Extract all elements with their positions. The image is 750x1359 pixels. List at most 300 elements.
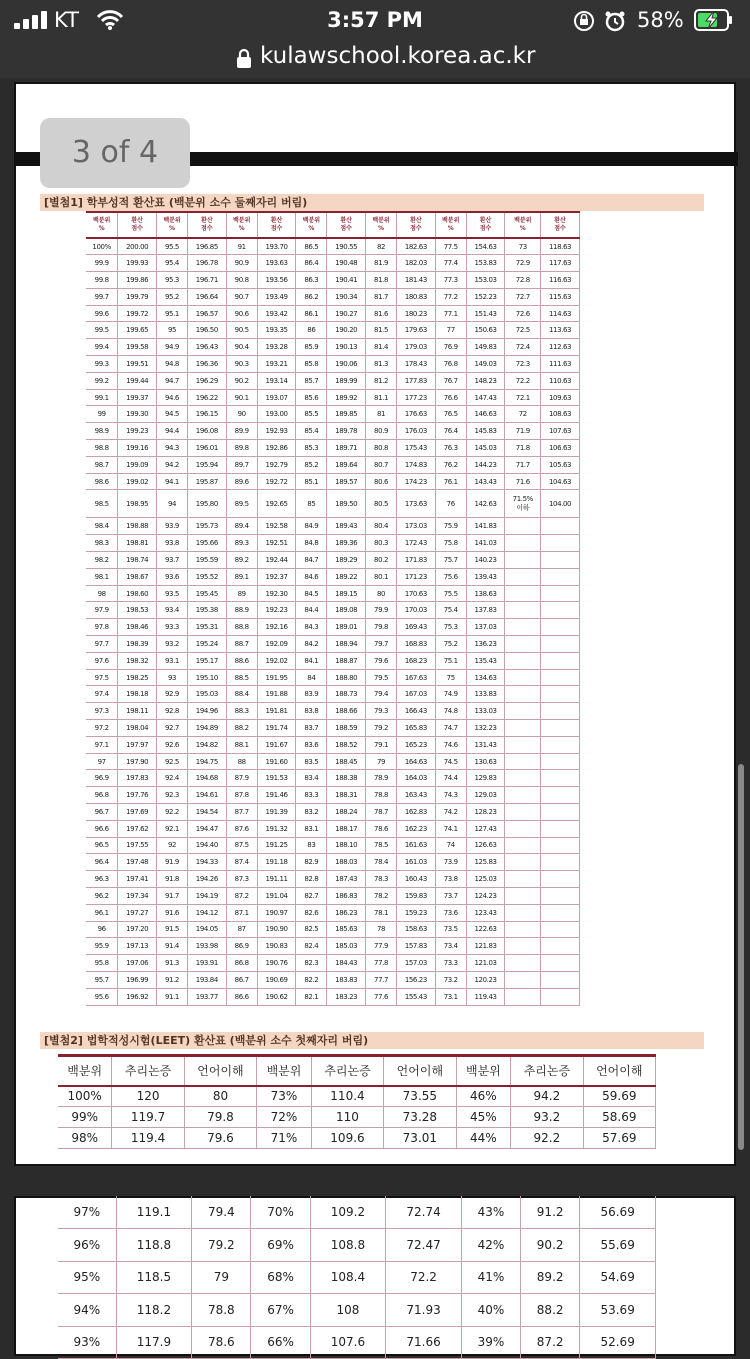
- status-bar: [0, 0, 750, 40]
- table-cell: 185.63: [327, 921, 366, 938]
- table-cell: 93.2: [511, 1107, 583, 1128]
- table-cell: 92.1: [157, 820, 188, 837]
- table-cell: 55.69: [580, 1229, 656, 1262]
- table-cell: 79.8: [184, 1107, 256, 1128]
- table-cell: 97.4: [86, 686, 118, 703]
- table-cell: 96.3: [86, 871, 118, 888]
- table-header-cell: 백분위 %: [157, 212, 188, 238]
- table-cell: 192.37: [257, 568, 296, 585]
- table-cell: 199.86: [118, 272, 157, 289]
- table-cell: 196.64: [187, 288, 226, 305]
- table-cell: 72.2: [386, 1261, 462, 1294]
- table-cell: 199.58: [118, 339, 157, 356]
- table-cell: 89.2: [226, 552, 257, 569]
- table-cell: 145.03: [466, 440, 505, 457]
- table-header-cell: 언어이해: [384, 1056, 456, 1086]
- table-cell: 90.9: [226, 255, 257, 272]
- table-cell: 129.03: [466, 787, 505, 804]
- table-cell: 195.38: [187, 602, 226, 619]
- table-row: [86, 356, 580, 373]
- table-cell: 163.43: [396, 787, 435, 804]
- table-cell: 107.6: [310, 1326, 386, 1359]
- table-cell: 98.2: [86, 552, 118, 569]
- table-cell: [541, 804, 580, 821]
- address-bar[interactable]: [0, 40, 750, 78]
- table-cell: 188.31: [327, 787, 366, 804]
- scrollbar[interactable]: [738, 764, 744, 1150]
- table-cell: [505, 535, 541, 552]
- table-cell: 193.56: [257, 272, 296, 289]
- table-cell: 80.6: [366, 473, 397, 490]
- table-row: [86, 955, 580, 972]
- table-cell: 189.01: [327, 619, 366, 636]
- table-cell: 84.4: [296, 602, 327, 619]
- table-cell: 41%: [461, 1261, 520, 1294]
- table-cell: 192.72: [257, 473, 296, 490]
- url-text[interactable]: kulawschool.korea.ac.kr: [260, 43, 536, 69]
- table-cell: 189.99: [327, 372, 366, 389]
- table-header-cell: 백분위 %: [226, 212, 257, 238]
- table-cell: [541, 787, 580, 804]
- table-cell: [505, 955, 541, 972]
- table-cell: 98%: [58, 1128, 112, 1149]
- table-cell: 72%: [257, 1107, 312, 1128]
- table-cell: 188.17: [327, 820, 366, 837]
- table-cell: 196.43: [187, 339, 226, 356]
- table-cell: 198.25: [118, 669, 157, 686]
- table-cell: [505, 770, 541, 787]
- table-cell: 197.69: [118, 804, 157, 821]
- table-cell: 73%: [257, 1086, 312, 1107]
- table-cell: 81.9: [366, 255, 397, 272]
- table-cell: 89.2: [521, 1261, 580, 1294]
- table-cell: 188.87: [327, 652, 366, 669]
- table-cell: 191.53: [257, 770, 296, 787]
- table-cell: 170.03: [396, 602, 435, 619]
- table-cell: 88.8: [226, 619, 257, 636]
- table-cell: 74.8: [435, 703, 466, 720]
- table3: [58, 1196, 656, 1359]
- table-row: [86, 322, 580, 339]
- table-cell: [541, 955, 580, 972]
- table-cell: 186.23: [327, 904, 366, 921]
- table-cell: [541, 820, 580, 837]
- table-cell: 96.2: [86, 887, 118, 904]
- table-cell: 79.4: [366, 686, 397, 703]
- table-row: [86, 669, 580, 686]
- table-cell: 82.7: [296, 887, 327, 904]
- table-header-cell: 환산 점수: [257, 212, 296, 238]
- table-row: [86, 837, 580, 854]
- table-cell: 74.3: [435, 787, 466, 804]
- table-cell: 135.43: [466, 652, 505, 669]
- table-cell: 169.43: [396, 619, 435, 636]
- table-cell: 88.1: [226, 736, 257, 753]
- table-cell: 84.7: [296, 552, 327, 569]
- table-cell: 195.80: [187, 490, 226, 518]
- table-header-cell: 환산 점수: [187, 212, 226, 238]
- table-cell: 90.2: [521, 1229, 580, 1262]
- table-cell: 180.83: [396, 288, 435, 305]
- table-row: [86, 619, 580, 636]
- table-cell: 194.54: [187, 804, 226, 821]
- table-cell: 72.9: [505, 255, 541, 272]
- table-header-cell: 환산 점수: [327, 212, 366, 238]
- table-cell: 94.2: [511, 1086, 583, 1107]
- table-cell: 71%: [257, 1128, 312, 1149]
- table-cell: 85.2: [296, 456, 327, 473]
- table-cell: 94.7: [157, 372, 188, 389]
- table-header-cell: 백분위 %: [505, 212, 541, 238]
- table-cell: 194.26: [187, 871, 226, 888]
- table-cell: 76.5: [435, 406, 466, 423]
- table-cell: [541, 602, 580, 619]
- table-cell: 91.1: [157, 988, 188, 1005]
- table-cell: [541, 619, 580, 636]
- table-cell: 88.4: [226, 686, 257, 703]
- table2-title: [별첨2] 법학적성시험(LEET) 환산표 (백분위 소수 첫째자리 버림): [40, 1032, 704, 1049]
- table-cell: 159.23: [396, 904, 435, 921]
- orientation-lock-icon: [573, 10, 595, 32]
- table-cell: 189.57: [327, 473, 366, 490]
- table-row: [86, 652, 580, 669]
- table-row: [86, 988, 580, 1005]
- table-cell: 95.3: [157, 272, 188, 289]
- table-cell: 193.77: [187, 988, 226, 1005]
- table-cell: 98.9: [86, 423, 118, 440]
- table-cell: [505, 619, 541, 636]
- table-cell: 187.43: [327, 871, 366, 888]
- table-cell: 96.1: [86, 904, 118, 921]
- table-cell: 82.6: [296, 904, 327, 921]
- table-cell: 159.83: [396, 887, 435, 904]
- table-cell: 73.7: [435, 887, 466, 904]
- table-row: [86, 804, 580, 821]
- table-cell: 193.98: [187, 938, 226, 955]
- table-cell: 188.59: [327, 720, 366, 737]
- table-cell: 98.5: [86, 490, 118, 518]
- table-cell: 193.84: [187, 971, 226, 988]
- table-cell: 148.23: [466, 372, 505, 389]
- table-cell: 93: [157, 669, 188, 686]
- table-cell: 53.69: [580, 1294, 656, 1327]
- table-cell: 196.71: [187, 272, 226, 289]
- table-cell: 78.6: [192, 1326, 251, 1359]
- table-cell: 183.83: [327, 971, 366, 988]
- table-row: [86, 770, 580, 787]
- table-cell: 115.63: [541, 288, 580, 305]
- table-cell: 119.43: [466, 988, 505, 1005]
- table-cell: 123.43: [466, 904, 505, 921]
- table-cell: 161.03: [396, 854, 435, 871]
- table-cell: 188.38: [327, 770, 366, 787]
- table-cell: 128.23: [466, 804, 505, 821]
- table-cell: 108.8: [310, 1229, 386, 1262]
- table-cell: 161.63: [396, 837, 435, 854]
- table-cell: 196.36: [187, 356, 226, 373]
- table-cell: 91.8: [157, 871, 188, 888]
- table-header-cell: 백분위: [58, 1056, 112, 1086]
- table-cell: 127.43: [466, 820, 505, 837]
- table-cell: 98.7: [86, 456, 118, 473]
- table-cell: 89: [226, 585, 257, 602]
- table-cell: 199.93: [118, 255, 157, 272]
- table-cell: [541, 887, 580, 904]
- table-cell: 78: [366, 921, 397, 938]
- table-cell: 193.00: [257, 406, 296, 423]
- table-cell: 190.27: [327, 305, 366, 322]
- table-cell: 77.6: [366, 988, 397, 1005]
- table-cell: 91.3: [157, 955, 188, 972]
- table-row: [86, 389, 580, 406]
- table-cell: 188.24: [327, 804, 366, 821]
- table-cell: 74.6: [435, 736, 466, 753]
- table-cell: 80.4: [366, 518, 397, 535]
- table-cell: 97: [86, 753, 118, 770]
- table-cell: 96.7: [86, 804, 118, 821]
- table-cell: 132.23: [466, 720, 505, 737]
- table-cell: 72.5: [505, 322, 541, 339]
- table-cell: 190.13: [327, 339, 366, 356]
- table-cell: 189.85: [327, 406, 366, 423]
- table-cell: 195.59: [187, 552, 226, 569]
- table-cell: 99.1: [86, 389, 118, 406]
- table-cell: 192.65: [257, 490, 296, 518]
- table-cell: 86.9: [226, 938, 257, 955]
- table-row: [86, 490, 580, 518]
- table-row: [86, 887, 580, 904]
- table-row: [86, 440, 580, 457]
- table-cell: 79.9: [366, 602, 397, 619]
- table-cell: 196.01: [187, 440, 226, 457]
- pdf-viewer[interactable]: [0, 78, 750, 1350]
- table-cell: 87: [226, 921, 257, 938]
- table-cell: 75.8: [435, 535, 466, 552]
- table-cell: 188.03: [327, 854, 366, 871]
- table-cell: 199.02: [118, 473, 157, 490]
- table-cell: 145.83: [466, 423, 505, 440]
- table-cell: 118.2: [116, 1294, 192, 1327]
- table-cell: 126.63: [466, 837, 505, 854]
- table-cell: 199.72: [118, 305, 157, 322]
- table-cell: 97.8: [86, 619, 118, 636]
- table-cell: 82.3: [296, 955, 327, 972]
- table-cell: 81.8: [366, 272, 397, 289]
- table-cell: 157.83: [396, 938, 435, 955]
- table-cell: 175.43: [396, 440, 435, 457]
- table-row: [86, 288, 580, 305]
- table-cell: 173.03: [396, 518, 435, 535]
- table-cell: 83.4: [296, 770, 327, 787]
- table-cell: 168.23: [396, 652, 435, 669]
- pdf-page-4: [14, 1196, 736, 1356]
- table-cell: 67%: [251, 1294, 310, 1327]
- table-cell: [541, 871, 580, 888]
- table-cell: 198.32: [118, 652, 157, 669]
- table-cell: 93.2: [157, 636, 188, 653]
- table-cell: 192.79: [257, 456, 296, 473]
- table-cell: 86.8: [226, 955, 257, 972]
- table-cell: 72.3: [505, 356, 541, 373]
- table-cell: 191.88: [257, 686, 296, 703]
- table-cell: [505, 552, 541, 569]
- table-cell: 76.1: [435, 473, 466, 490]
- table-cell: 82.4: [296, 938, 327, 955]
- table-cell: 99: [86, 406, 118, 423]
- table-cell: 189.15: [327, 585, 366, 602]
- table-cell: 158.63: [396, 921, 435, 938]
- table-cell: 189.36: [327, 535, 366, 552]
- table-cell: 164.03: [396, 770, 435, 787]
- table-cell: 71.9: [505, 423, 541, 440]
- table-cell: 90.5: [226, 322, 257, 339]
- table-cell: 80.9: [366, 423, 397, 440]
- table-cell: 99.2: [86, 372, 118, 389]
- table-cell: [505, 938, 541, 955]
- table-row: [86, 703, 580, 720]
- table-cell: 191.25: [257, 837, 296, 854]
- table-cell: 90.2: [226, 372, 257, 389]
- table-cell: 192.30: [257, 585, 296, 602]
- table-cell: 76: [435, 490, 466, 518]
- table-row: [58, 1196, 656, 1229]
- table-cell: 193.49: [257, 288, 296, 305]
- table-row: [86, 473, 580, 490]
- table-cell: 75.2: [435, 636, 466, 653]
- table-cell: 80.5: [366, 490, 397, 518]
- table-cell: 78.1: [366, 904, 397, 921]
- table-cell: [541, 552, 580, 569]
- table-cell: 90.6: [226, 305, 257, 322]
- table-cell: 170.63: [396, 585, 435, 602]
- table-cell: 72.2: [505, 372, 541, 389]
- table-cell: 96%: [58, 1229, 116, 1262]
- table-cell: 190.97: [257, 904, 296, 921]
- table-cell: 121.03: [466, 955, 505, 972]
- table-cell: 190.48: [327, 255, 366, 272]
- table-cell: 99.5: [86, 322, 118, 339]
- table-cell: 197.20: [118, 921, 157, 938]
- table-cell: 167.03: [396, 686, 435, 703]
- table-cell: 107.63: [541, 423, 580, 440]
- table-cell: 182.63: [396, 238, 435, 255]
- table-cell: 173.63: [396, 490, 435, 518]
- table-cell: 74.4: [435, 770, 466, 787]
- table-cell: 198.67: [118, 568, 157, 585]
- table-cell: 143.43: [466, 473, 505, 490]
- table-cell: 166.43: [396, 703, 435, 720]
- table-cell: 78.5: [366, 837, 397, 854]
- table-cell: 195.87: [187, 473, 226, 490]
- table-cell: [541, 736, 580, 753]
- table-cell: 95.7: [86, 971, 118, 988]
- table-cell: 177.23: [396, 389, 435, 406]
- table-cell: [505, 753, 541, 770]
- table-cell: 82.2: [296, 971, 327, 988]
- table-cell: 198.39: [118, 636, 157, 653]
- table-header-cell: 언어이해: [184, 1056, 256, 1086]
- table-cell: 86: [296, 322, 327, 339]
- table-cell: 92.5: [157, 753, 188, 770]
- table-cell: 195.94: [187, 456, 226, 473]
- table-cell: [541, 904, 580, 921]
- table-cell: 73.5: [435, 921, 466, 938]
- table-cell: 79.8: [366, 619, 397, 636]
- table-header-cell: 추리논증: [112, 1056, 184, 1086]
- table-cell: 95%: [58, 1261, 116, 1294]
- table-row: [86, 305, 580, 322]
- table-cell: 40%: [461, 1294, 520, 1327]
- table-cell: 194.05: [187, 921, 226, 938]
- table-cell: 94.9: [157, 339, 188, 356]
- table-cell: 121.83: [466, 938, 505, 955]
- table-cell: 81: [366, 406, 397, 423]
- table-cell: 77.4: [435, 255, 466, 272]
- table-cell: 84.6: [296, 568, 327, 585]
- table-cell: 192.09: [257, 636, 296, 653]
- table-cell: 97.3: [86, 703, 118, 720]
- table-cell: 71.8: [505, 440, 541, 457]
- table-cell: 75.4: [435, 602, 466, 619]
- table-cell: 92.4: [157, 770, 188, 787]
- table-row: [86, 854, 580, 871]
- table-cell: 165.23: [396, 736, 435, 753]
- table-cell: 72.8: [505, 272, 541, 289]
- table-cell: 189.64: [327, 456, 366, 473]
- table-cell: 182.03: [396, 255, 435, 272]
- table-cell: [505, 854, 541, 871]
- table-cell: 190.69: [257, 971, 296, 988]
- table-cell: 75.7: [435, 552, 466, 569]
- table-cell: 172.43: [396, 535, 435, 552]
- table-cell: 98.4: [86, 518, 118, 535]
- table-cell: 162.23: [396, 820, 435, 837]
- table-cell: 87.5: [226, 837, 257, 854]
- table-cell: 87.9: [226, 770, 257, 787]
- table-cell: 98.8: [86, 440, 118, 457]
- table-cell: 98: [86, 585, 118, 602]
- table-cell: 56.69: [580, 1196, 656, 1229]
- table-cell: [505, 837, 541, 854]
- table-cell: 84.3: [296, 619, 327, 636]
- table-cell: 192.93: [257, 423, 296, 440]
- table-cell: [505, 636, 541, 653]
- table-cell: 87.1: [226, 904, 257, 921]
- table-cell: 81.1: [366, 389, 397, 406]
- table-cell: [505, 703, 541, 720]
- table-cell: 95.8: [86, 955, 118, 972]
- table-cell: 83.3: [296, 787, 327, 804]
- table-cell: 146.63: [466, 406, 505, 423]
- table-cell: [541, 854, 580, 871]
- table-cell: 73.6: [435, 904, 466, 921]
- table-cell: 99.7: [86, 288, 118, 305]
- table-cell: 80.7: [366, 456, 397, 473]
- table-cell: 92.9: [157, 686, 188, 703]
- table-cell: [541, 652, 580, 669]
- table-cell: 122.63: [466, 921, 505, 938]
- table-cell: 197.13: [118, 938, 157, 955]
- table-cell: 97.5: [86, 669, 118, 686]
- table-cell: [505, 652, 541, 669]
- table-cell: 87.2: [226, 887, 257, 904]
- table-cell: 92.8: [157, 703, 188, 720]
- table-cell: 197.06: [118, 955, 157, 972]
- table-cell: 85.5: [296, 406, 327, 423]
- table-row: [86, 238, 580, 255]
- table-cell: 119.1: [116, 1196, 192, 1229]
- table-cell: 84.1: [296, 652, 327, 669]
